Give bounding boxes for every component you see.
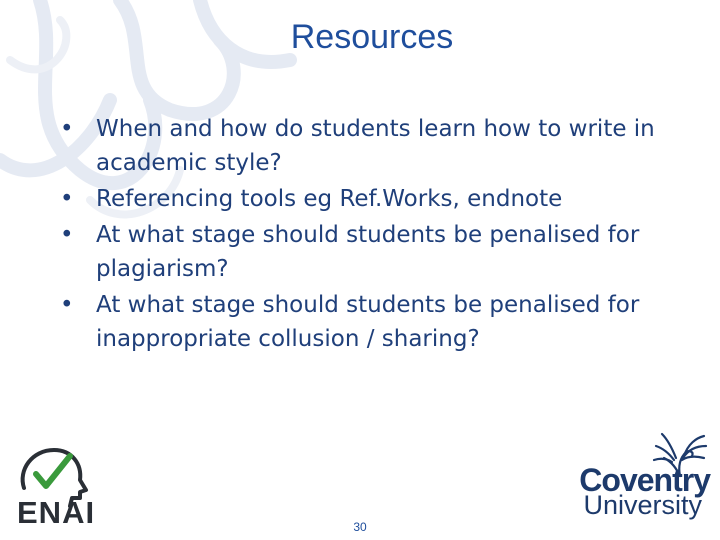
enai-logo-text: ENAI [17, 495, 96, 530]
bullet-item [60, 288, 700, 356]
bullet-text: At what stage should students be penalised for inappropriate collusion / sharing? [96, 292, 640, 352]
coventry-logo-text: Coventry [579, 462, 710, 498]
page-number: 30 [353, 520, 367, 534]
bullet-item [60, 218, 700, 286]
bullet-item [60, 112, 700, 180]
bullet-list [60, 112, 700, 358]
bullet-dot: • [60, 222, 74, 248]
slide-title: Resources [290, 18, 454, 56]
university-logo-text: University [583, 490, 702, 520]
bullet-dot: • [60, 292, 74, 318]
bullet-text: When and how do students learn how to write in academic style? [96, 116, 655, 176]
bullet-dot: • [60, 186, 74, 212]
bullet-text: At what stage should students be penalised for plagiarism? [96, 222, 640, 282]
bullet-dot: • [60, 116, 74, 142]
bullet-text: Referencing tools eg Ref.Works, endnote [96, 186, 563, 212]
bullet-item [60, 182, 700, 216]
